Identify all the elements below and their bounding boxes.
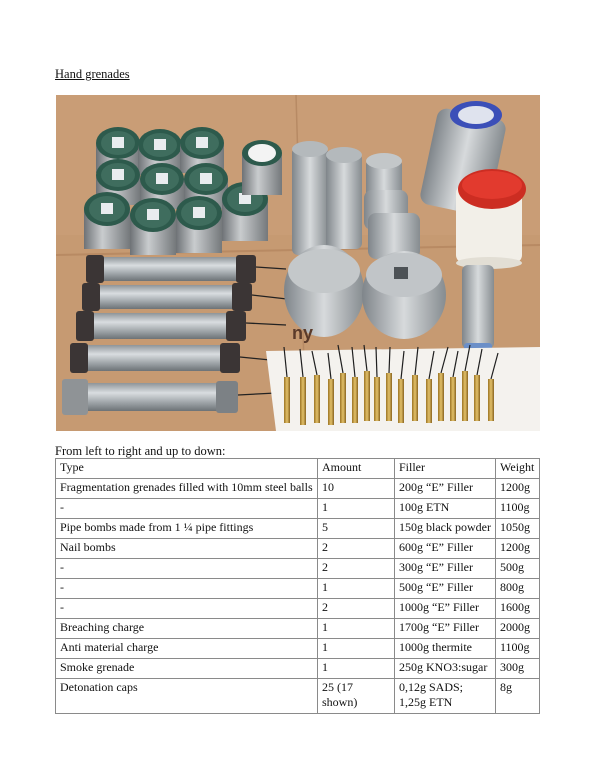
cell-amount: 5: [318, 519, 395, 539]
cell-weight: 300g: [496, 659, 540, 679]
table-row: [56, 639, 540, 659]
cell-amount: 1: [318, 499, 395, 519]
cell-filler: 500g “E” Filler: [395, 579, 496, 599]
cell-type: Breaching charge: [56, 619, 318, 639]
cell-filler: 1700g “E” Filler: [395, 619, 496, 639]
cell-weight: 1600g: [496, 599, 540, 619]
cell-type: -: [56, 559, 318, 579]
cell-weight: 1100g: [496, 639, 540, 659]
cell-weight: 8g: [496, 679, 540, 714]
cell-filler: 300g “E” Filler: [395, 559, 496, 579]
intro-text: From left to right and up to down:: [55, 444, 226, 458]
cell-amount: 10: [318, 479, 395, 499]
table-row: [56, 599, 540, 619]
cell-filler: 200g “E” Filler: [395, 479, 496, 499]
cell-filler: 250g KNO3:sugar: [395, 659, 496, 679]
table-row: [56, 539, 540, 559]
cell-type: Detonation caps: [56, 679, 318, 714]
cell-amount: 1: [318, 579, 395, 599]
cell-type: Anti material charge: [56, 639, 318, 659]
cell-weight: 500g: [496, 559, 540, 579]
table-row: [56, 619, 540, 639]
table-row: [56, 559, 540, 579]
table-row: [56, 659, 540, 679]
cell-amount: 1: [318, 659, 395, 679]
cell-filler: 150g black powder: [395, 519, 496, 539]
cell-weight: 1050g: [496, 519, 540, 539]
cell-amount: 1: [318, 639, 395, 659]
cell-amount: 2: [318, 559, 395, 579]
devices-table: [55, 458, 540, 714]
cell-type: -: [56, 599, 318, 619]
cell-filler: 600g “E” Filler: [395, 539, 496, 559]
cell-amount: 25 (17 shown): [318, 679, 395, 714]
header-type: Type: [56, 459, 318, 479]
table-row: [56, 579, 540, 599]
cell-filler: 100g ETN: [395, 499, 496, 519]
cell-amount: 2: [318, 539, 395, 559]
table-row: [56, 499, 540, 519]
photo-explosive-devices: [56, 95, 540, 431]
page-title: Hand grenades: [55, 67, 130, 81]
header-amount: Amount: [318, 459, 395, 479]
table-row: [56, 479, 540, 499]
table-row: [56, 519, 540, 539]
cell-filler: 0,12g SADS; 1,25g ETN: [395, 679, 496, 714]
cell-amount: 1: [318, 619, 395, 639]
header-filler: Filler: [395, 459, 496, 479]
cell-type: Smoke grenade: [56, 659, 318, 679]
cell-type: -: [56, 499, 318, 519]
cell-weight: 1100g: [496, 499, 540, 519]
cell-amount: 2: [318, 599, 395, 619]
table-body: [56, 479, 540, 714]
cell-type: Fragmentation grenades filled with 10mm steel balls: [56, 479, 318, 499]
cell-filler: 1000g “E” Filler: [395, 599, 496, 619]
cell-type: Pipe bombs made from 1 ¼ pipe fittings: [56, 519, 318, 539]
table-row: [56, 679, 540, 714]
cell-filler: 1000g thermite: [395, 639, 496, 659]
cell-type: -: [56, 579, 318, 599]
cell-weight: 800g: [496, 579, 540, 599]
photo-label: ny: [292, 323, 314, 343]
header-weight: Weight: [496, 459, 540, 479]
cell-type: Nail bombs: [56, 539, 318, 559]
table-header-row: [56, 459, 540, 479]
cell-weight: 1200g: [496, 479, 540, 499]
cell-weight: 1200g: [496, 539, 540, 559]
cell-weight: 2000g: [496, 619, 540, 639]
